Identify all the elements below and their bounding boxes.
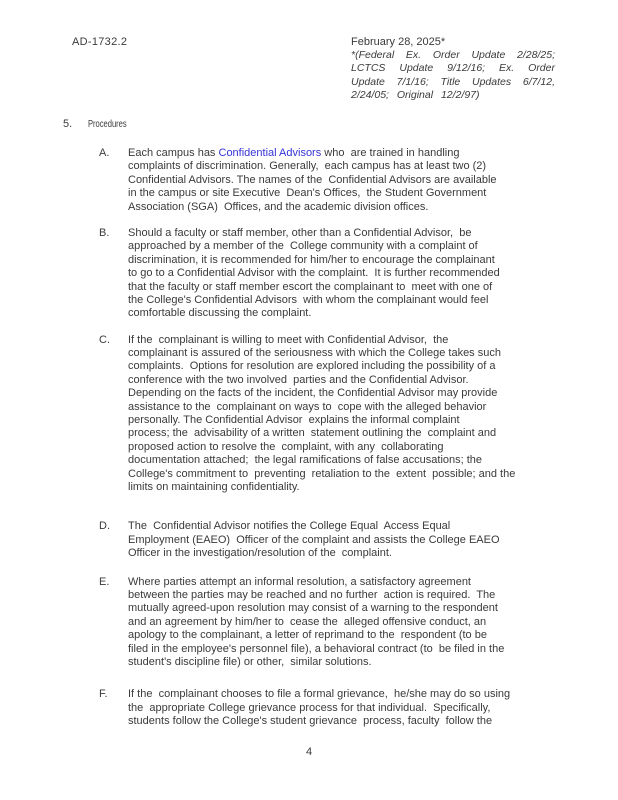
- section-heading: [63, 118, 142, 130]
- text-line: complaints. Options for resolution are explored including the possibility of a: [128, 360, 496, 373]
- text-line: conference with the two involved parties and the Confidential Advisor.: [128, 373, 469, 386]
- item-text: [128, 147, 579, 214]
- text-line: complaints of discrimination. Generally, each campus has at least two (2): [128, 160, 487, 173]
- item-text: [128, 334, 579, 495]
- text-line: process; the advisability of a written statement outlining the complaint and: [128, 427, 497, 440]
- text-line: discrimination, it is recommended for him/her to encourage the complainant: [128, 253, 495, 266]
- procedures-list: [99, 147, 579, 741]
- text-line: filed in the employee's personnel file), a behavioral contract (to be filed in the: [128, 642, 505, 655]
- text-line: If the complainant is willing to meet with Confidential Advisor, the: [128, 333, 449, 346]
- item-text: [128, 688, 579, 728]
- page-number: 4: [305, 746, 313, 758]
- text-line: assistance to the complainant on ways to cope with the alleged behavior: [128, 400, 487, 413]
- section-title: Procedures: [88, 118, 127, 130]
- text-line: student's discipline file) or other, similar solutions.: [128, 655, 372, 668]
- item-label: B.: [99, 226, 110, 239]
- revision-date: February 28, 2025*: [351, 36, 446, 48]
- text-line: that the faculty or staff member escort the complainant to meet with one of: [128, 280, 493, 293]
- text-line: [128, 147, 579, 160]
- text-line: If the complainant chooses to file a formal grievance, he/she may do so using: [128, 688, 511, 701]
- confidential-advisors-link[interactable]: Confidential Advisors: [218, 147, 322, 159]
- text-line: in the campus or site Executive Dean's Offices, the Student Government: [128, 187, 487, 200]
- text-line: Should a faculty or staff member, other than a Confidential Advisor, be: [128, 226, 472, 239]
- text-line: personally. The Confidential Advisor explains the informal complaint: [128, 414, 460, 427]
- text-line: Association (SGA) Offices, and the academic division offices.: [128, 200, 429, 213]
- revision-line: LCTCS Update 9/12/16; Ex. Order: [351, 62, 555, 75]
- item-text: [128, 227, 579, 321]
- item-text: [128, 520, 579, 560]
- text-line: mutually agreed-upon resolution may consist of a warning to the respondent: [128, 602, 498, 615]
- text-span: Each campus has: [128, 147, 219, 159]
- text-line: Depending on the facts of the incident, the Confidential Advisor may provide: [128, 387, 498, 400]
- text-line: documentation attached; the legal ramifications of false accusations; the: [128, 454, 483, 467]
- procedure-item-c: [99, 334, 579, 495]
- text-line: Where parties attempt an informal resolution, a satisfactory agreement: [128, 575, 471, 588]
- text-line: Officer in the investigation/resolution of the complaint.: [128, 547, 392, 560]
- section-number: 5.: [63, 118, 73, 130]
- text-line: the College's Confidential Advisors with whom the complainant would feel: [128, 293, 489, 306]
- doc-number: AD-1732.2: [72, 36, 128, 48]
- revision-line: Update 7/1/16; Title Updates 6/7/12,: [351, 75, 555, 88]
- text-line: complainant is assured of the seriousness with which the College takes such: [128, 347, 501, 360]
- text-line: College's commitment to preventing retaliation to the extent possible; and the: [128, 467, 516, 480]
- item-label: F.: [99, 688, 108, 701]
- procedure-item-a: [99, 147, 579, 214]
- item-label: E.: [99, 575, 110, 588]
- revision-line: 2/24/05; Original 12/2/97): [351, 88, 480, 101]
- text-line: proposed action to resolve the complaint, with any collaborating: [128, 440, 444, 453]
- text-line: comfortable discussing the complaint.: [128, 307, 312, 320]
- text-line: between the parties may be reached and no further action is required. The: [128, 588, 496, 601]
- revision-line: *(Federal Ex. Order Update 2/28/25;: [351, 49, 555, 62]
- revision-history: [351, 49, 555, 102]
- text-line: approached by a member of the College community with a complaint of: [128, 240, 478, 253]
- text-line: to go to a Confidential Advisor with the complaint. It is further recommended: [128, 267, 500, 280]
- procedure-item-e: [99, 576, 579, 670]
- procedure-item-d: [99, 520, 579, 560]
- item-label: A.: [99, 147, 110, 159]
- text-line: and an agreement by him/her to cease the alleged offensive conduct, an: [128, 615, 487, 628]
- text-line: The Confidential Advisor notifies the College Equal Access Equal: [128, 520, 451, 533]
- text-span: who are trained in handling: [321, 147, 460, 159]
- text-line: apology to the complainant, a letter of reprimand to the respondent (to be: [128, 629, 487, 642]
- text-line: limits on maintaining confidentiality.: [128, 480, 300, 493]
- item-label: D.: [99, 520, 110, 533]
- text-line: the appropriate College grievance process for that individual. Specifically,: [128, 701, 491, 714]
- item-label: C.: [99, 333, 110, 346]
- text-line: Confidential Advisors. The names of the Confidential Advisors are available: [128, 173, 497, 186]
- text-line: Employment (EAEO) Officer of the complaint and assists the College EAEO: [128, 533, 500, 546]
- header-date-block: [351, 36, 555, 102]
- text-line: students follow the College's student grievance process, faculty follow the: [128, 715, 493, 728]
- procedure-item-b: [99, 227, 579, 321]
- procedure-item-f: [99, 688, 579, 728]
- item-text: [128, 576, 579, 670]
